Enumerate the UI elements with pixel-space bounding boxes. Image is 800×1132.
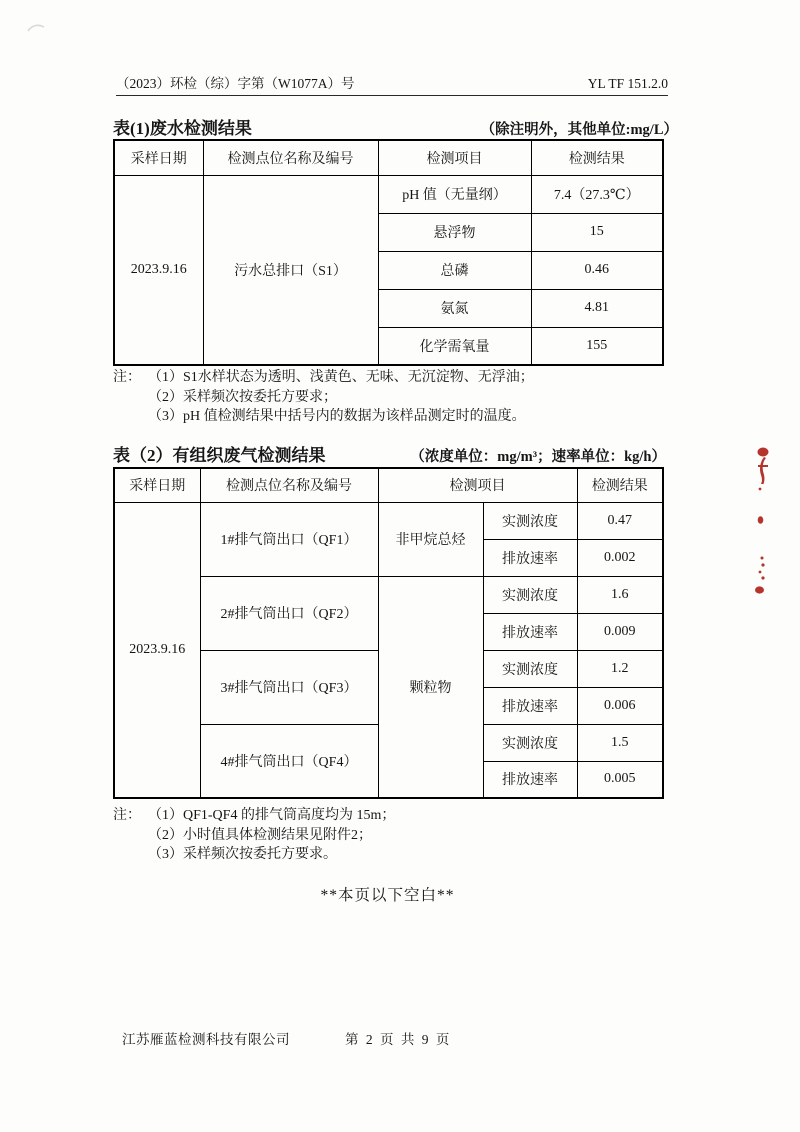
exhaust-gas-table <box>113 467 664 799</box>
col-header-result: 检测结果 <box>531 140 663 175</box>
pencil-mark <box>26 21 46 35</box>
table-row <box>114 175 663 213</box>
notes-label: 注： <box>113 370 141 385</box>
item-cell: 氨氮 <box>378 289 531 327</box>
table1-notes <box>113 368 673 427</box>
table2-notes <box>113 806 673 865</box>
metric-label-cell: 排放速率 <box>483 687 577 724</box>
site-cell: 污水总排口（S1） <box>203 175 378 365</box>
result-cell: 15 <box>531 213 663 251</box>
page-number: 第 2 页 共 9 页 <box>345 1032 452 1047</box>
item-cell: 颗粒物 <box>378 576 483 798</box>
result-cell: 7.4（27.3℃） <box>531 175 663 213</box>
result-cell: 155 <box>531 327 663 365</box>
result-cell: 1.2 <box>577 650 663 687</box>
note-line: （2）小时值具体检测结果见附件2； <box>148 827 372 843</box>
metric-label-cell: 实测浓度 <box>483 502 577 539</box>
site-cell: 1#排气筒出口（QF1） <box>200 502 378 576</box>
report-number: （2023）环检（综）字第（W1077A）号 <box>116 76 355 91</box>
note-line: （2）采样频次按委托方要求； <box>148 389 337 405</box>
table-header-row <box>114 468 663 502</box>
result-cell: 0.46 <box>531 251 663 289</box>
note-line: （3）采样频次按委托方要求。 <box>148 847 337 862</box>
result-cell: 4.81 <box>531 289 663 327</box>
note-line: （3）pH 值检测结果中括号内的数据为该样品测定时的温度。 <box>148 409 526 424</box>
item-cell: 总磷 <box>378 251 531 289</box>
result-cell: 0.002 <box>577 539 663 576</box>
header-divider <box>116 95 668 96</box>
table2-caption <box>113 441 666 466</box>
table2-title: 表（2）有组织废气检测结果 <box>113 446 326 465</box>
col-header-item: 检测项目 <box>378 140 531 175</box>
result-cell: 0.009 <box>577 613 663 650</box>
result-cell: 0.47 <box>577 502 663 539</box>
item-cell: 化学需氧量 <box>378 327 531 365</box>
col-header-site: 检测点位名称及编号 <box>203 140 378 175</box>
item-cell: pH 值（无量纲） <box>378 175 531 213</box>
result-cell: 1.6 <box>577 576 663 613</box>
result-cell: 1.5 <box>577 724 663 761</box>
item-cell: 悬浮物 <box>378 213 531 251</box>
col-header-date: 采样日期 <box>114 468 200 502</box>
doc-header <box>116 72 668 92</box>
wastewater-table <box>113 139 664 366</box>
metric-label-cell: 实测浓度 <box>483 650 577 687</box>
col-header-site: 检测点位名称及编号 <box>200 468 378 502</box>
sample-date-cell: 2023.9.16 <box>114 502 200 798</box>
site-cell: 3#排气筒出口（QF3） <box>200 650 378 724</box>
metric-label-cell: 排放速率 <box>483 613 577 650</box>
table1-title: 表(1)废水检测结果 <box>113 119 252 138</box>
site-cell: 2#排气筒出口（QF2） <box>200 576 378 650</box>
note-line: （1）QF1-QF4 的排气筒高度均为 15m； <box>148 808 396 823</box>
form-code: YL TF 151.2.0 <box>587 76 668 91</box>
metric-label-cell: 排放速率 <box>483 761 577 798</box>
metric-label-cell: 排放速率 <box>483 539 577 576</box>
site-cell: 4#排气筒出口（QF4） <box>200 724 378 798</box>
table2-unit-note: （浓度单位：mg/m³；速率单位：kg/h） <box>410 449 666 465</box>
table1-caption <box>113 114 678 139</box>
metric-label-cell: 实测浓度 <box>483 576 577 613</box>
col-header-date: 采样日期 <box>114 140 203 175</box>
red-stamp-mark <box>750 444 778 599</box>
item-cell: 非甲烷总烃 <box>378 502 483 576</box>
result-cell: 0.005 <box>577 761 663 798</box>
metric-label-cell: 实测浓度 <box>483 724 577 761</box>
result-cell: 0.006 <box>577 687 663 724</box>
table-row <box>114 502 663 539</box>
footer-company: 江苏雁蓝检测科技有限公司 <box>122 1032 290 1047</box>
note-line: （1）S1水样状态为透明、浅黄色、无味、无沉淀物、无浮油； <box>148 370 534 385</box>
notes-label: 注： <box>113 808 141 823</box>
sample-date-cell: 2023.9.16 <box>114 175 203 365</box>
table-header-row <box>114 140 663 175</box>
col-header-item: 检测项目 <box>378 468 577 502</box>
page-blank-marker: **本页以下空白** <box>320 887 455 904</box>
table1-unit-note: （除注明外，其他单位:mg/L） <box>480 122 678 138</box>
col-header-result: 检测结果 <box>577 468 663 502</box>
